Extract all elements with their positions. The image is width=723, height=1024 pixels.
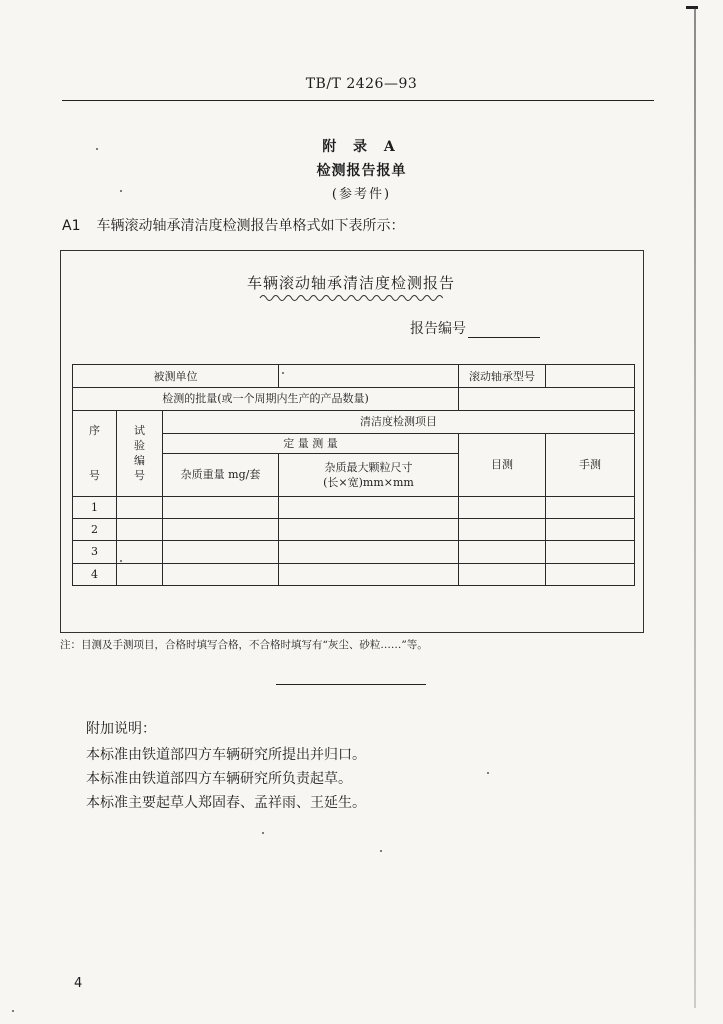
end-rule	[276, 684, 426, 685]
clause-text: 车辆滚动轴承清洁度检测报告单格式如下表所示：	[96, 218, 405, 234]
table-cell	[546, 496, 635, 518]
table-cell	[117, 563, 163, 585]
bearing-model-value	[546, 365, 635, 388]
table-cell	[163, 496, 279, 518]
appendix-subtitle: 检测报告报单	[316, 163, 407, 179]
inspected-unit-label: 被测单位	[73, 365, 279, 388]
additional-title: 附加说明：	[86, 721, 156, 737]
table-cell	[117, 519, 163, 541]
table-row	[73, 541, 635, 563]
col-max-particle-header	[279, 454, 459, 497]
table-row	[73, 496, 635, 518]
additional-line: 本标准由铁道部四方车辆研究所提出并归口。	[86, 747, 366, 763]
form-title-wavy-underline	[258, 292, 448, 304]
page-number: 4	[74, 976, 83, 991]
table-cell	[279, 519, 459, 541]
clause-number: A1	[62, 218, 81, 234]
row-number: 3	[73, 541, 117, 563]
table-cell	[459, 563, 546, 585]
scan-speck	[380, 850, 382, 852]
scan-speck	[120, 190, 122, 192]
table-cell	[117, 541, 163, 563]
col-seq-char-1: 序	[89, 424, 100, 438]
table-cell	[546, 563, 635, 585]
form-title: 车辆滚动轴承清洁度检测报告	[246, 274, 455, 292]
scan-edge-line	[694, 8, 696, 1008]
table-cell	[163, 541, 279, 563]
col-sample-header	[117, 410, 163, 496]
items-header: 清洁度检测项目	[163, 410, 635, 433]
table-cell	[163, 519, 279, 541]
row-number: 2	[73, 519, 117, 541]
table-cell	[459, 496, 546, 518]
scan-speck	[282, 372, 284, 374]
inspected-unit-value	[279, 365, 459, 388]
col-visual-header: 目测	[459, 433, 546, 496]
additional-line: 本标准由铁道部四方车辆研究所负责起草。	[86, 771, 352, 787]
appendix-type: (参考件)	[331, 187, 392, 202]
table-cell	[546, 519, 635, 541]
table-cell	[117, 496, 163, 518]
row-number: 1	[73, 496, 117, 518]
col-sample-char-2: 验	[134, 439, 145, 453]
standard-code-header: TB/T 2426—93	[305, 76, 418, 92]
additional-line: 本标准主要起草人郑固春、孟祥雨、王延生。	[86, 795, 366, 811]
table-note: 注：目测及手测项目，合格时填写合格，不合格时填写有“灰尘、砂粒……”等。	[60, 639, 428, 651]
table-cell	[459, 519, 546, 541]
header-rule	[62, 100, 654, 101]
table-row	[73, 563, 635, 585]
scan-speck	[12, 1010, 14, 1012]
scan-corner-mark	[686, 6, 698, 19]
bearing-model-label: 滚动轴承型号	[459, 365, 546, 388]
col-max-particle-line-1: 杂质最大颗粒尺寸	[324, 460, 413, 474]
col-max-particle-line-2: (长×宽)mm×mm	[323, 475, 414, 489]
table-cell	[279, 496, 459, 518]
table-cell	[279, 563, 459, 585]
appendix-title: 附 录 A	[322, 139, 401, 155]
batch-label: 检测的批量(或一个周期内生产的产品数量)	[73, 388, 459, 410]
table-row	[73, 519, 635, 541]
col-sample-char-3: 编	[134, 454, 145, 468]
table-cell	[546, 541, 635, 563]
report-number-label: 报告编号	[410, 321, 466, 337]
row-number: 4	[73, 563, 117, 585]
col-seq-header	[73, 410, 117, 496]
scan-speck	[120, 560, 122, 562]
table-cell	[163, 563, 279, 585]
col-hand-header: 手测	[546, 433, 635, 496]
report-table	[72, 364, 635, 586]
col-sample-char-1: 试	[134, 424, 145, 438]
batch-value	[459, 388, 635, 410]
table-cell	[279, 541, 459, 563]
col-sample-char-4: 号	[134, 469, 145, 483]
table-cell	[459, 541, 546, 563]
scan-speck	[262, 832, 264, 834]
scan-speck	[487, 772, 489, 774]
scan-speck	[96, 148, 98, 150]
quant-header: 定 量 测 量	[163, 433, 459, 453]
clause-a1	[62, 215, 404, 235]
report-number-blank	[468, 323, 540, 338]
report-number	[410, 318, 540, 338]
col-impurity-weight-header: 杂质重量 mg/套	[163, 454, 279, 497]
col-seq-char-2: 号	[89, 469, 100, 483]
